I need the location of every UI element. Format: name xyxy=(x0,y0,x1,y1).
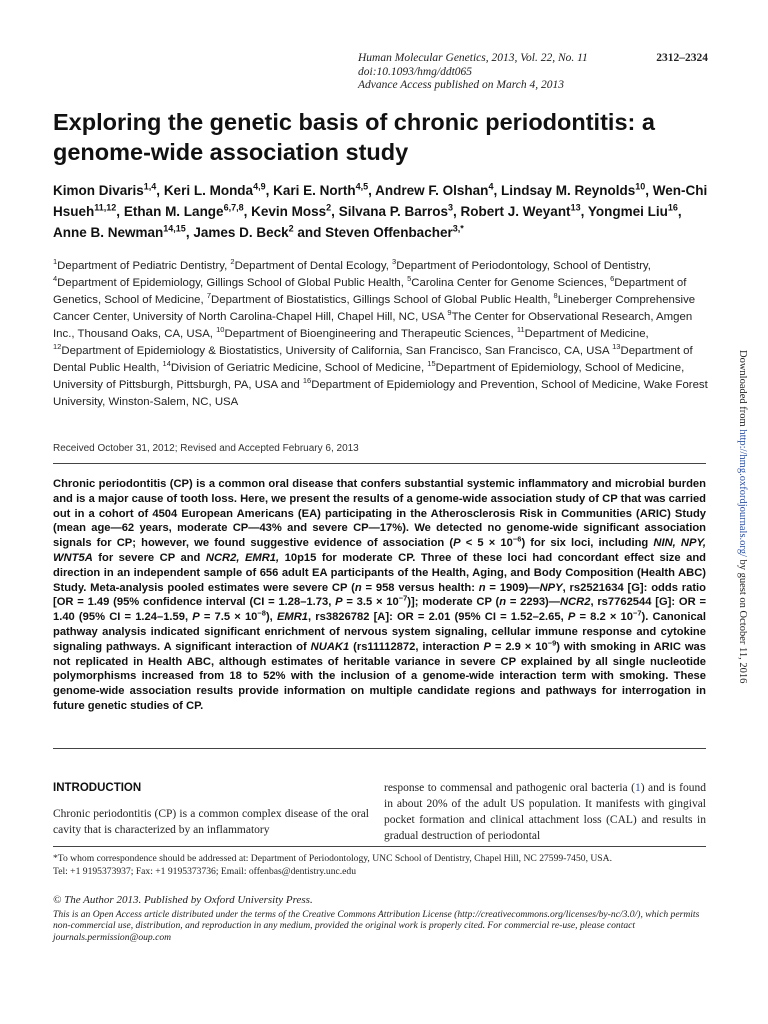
author-name: Ethan M. Lange xyxy=(123,204,224,219)
affiliation-number: 16 xyxy=(302,376,312,386)
affiliation-number: 9 xyxy=(447,308,452,318)
abstract-run: (rs11112872, interaction xyxy=(349,640,484,653)
abstract-run: NUAK1 xyxy=(310,640,350,653)
affiliation-number: 8 xyxy=(553,291,558,301)
author-affiliation-marker: 14,15 xyxy=(163,223,186,234)
affiliation-text: Division of Geriatric Medicine, School of Medicine, xyxy=(170,362,428,374)
affiliation-text: Lineberger Comprehensive Cancer Center, University of North Carolina-Chapel Hill, Chapel Hill, NC, USA xyxy=(53,294,696,323)
affiliation-number: 13 xyxy=(612,342,621,352)
sidebar-suffix: by guest on October 11, 2016 xyxy=(737,556,748,684)
abstract-run: NIN, NPY, WNT5A xyxy=(53,537,706,564)
article-title: Exploring the genetic basis of chronic periodontitis: a genome-wide association study xyxy=(53,109,655,165)
affiliations xyxy=(53,258,708,411)
author-name: Keri L. Monda xyxy=(163,183,254,198)
author-affiliation-marker: 16 xyxy=(667,202,678,213)
correspondence-footnote xyxy=(53,853,708,878)
abstract-run: 10p15 for moderate CP. Three of these loci had concordant effect size and direction in an independent sample of 656 adult EA participants of the Health, Aging, and Body Composition (Health ABC) Study. Meta-analysis pooled estimates were severe CP ( xyxy=(53,551,706,594)
abstract-run: −7 xyxy=(398,593,408,603)
page-range: 2312–2324 xyxy=(656,52,708,64)
author-name: Yongmei Liu xyxy=(587,204,668,219)
abstract-run: −7 xyxy=(632,608,642,618)
affiliation-text: Department of Epidemiology and Prevention, School of Medicine, Wake Forest University, Winston-Salem, NC, USA xyxy=(53,379,708,408)
abstract-run: P xyxy=(567,611,576,624)
author-name: Lindsay M. Reynolds xyxy=(500,183,636,198)
abstract-run: −8 xyxy=(257,608,266,618)
affiliation-text: Department of Pediatric Dentistry, xyxy=(57,260,231,272)
author-affiliation-marker: 1,4 xyxy=(143,181,157,192)
affiliation-text: Department of Dental Ecology, xyxy=(234,260,393,272)
author-affiliation-marker: 10 xyxy=(635,181,646,192)
affiliation-text: Department of Epidemiology, Gillings School of Global Public Health, xyxy=(57,277,408,289)
citation-link[interactable]: 1 xyxy=(634,782,641,794)
abstract-run: ). Canonical pathway analysis indicated significant enrichment of nervous system signaling, cellular immune response and cytokine signaling pathways. A significant interaction of xyxy=(53,611,706,653)
abstract-run: = 7.5 × 10 xyxy=(199,611,258,624)
abstract-run: = 2.9 × 10 xyxy=(490,640,548,653)
correspondence-contact: Tel: +1 9195373937; Fax: +1 9195373736; Email: offenbas@dentistry.unc.edu xyxy=(53,865,357,877)
abstract-run: ) for six loci, including xyxy=(521,537,654,550)
intro-right-column xyxy=(384,780,706,844)
abstract-bottom-rule xyxy=(53,748,706,749)
affiliation-text: Department of Periodontology, School of Dentistry, xyxy=(396,260,651,272)
journal-citation: Human Molecular Genetics, 2013, Vol. 22, No. 11 xyxy=(358,52,588,64)
author-name: Silvana P. Barros xyxy=(338,204,448,219)
abstract-run: n xyxy=(499,596,507,609)
author-list: Kimon Divaris$^{1,4}$, Keri L. Monda$^{4,9}$, Kari E. North$^{4,5}$, Andrew F. Olshan$^4$, Lindsay M. Reynolds$^{10}$, Wen-Chi Hsueh$^{11,12}$, Ethan M. Lange$^{6,7,8}$, Kevin Moss$^2$, Silvana P. Barros$^3$, Robert J. Weyant$^{13}$, Yongmei Liu$^{16}$, Anne B. Newman$^{14,15}$, James D. Beck$^2$ and Steven Offenbacher$^{3,*}$ xyxy=(53,181,708,240)
affiliation-number: 6 xyxy=(610,274,615,284)
abstract-run: = 3.5 × 10 xyxy=(342,596,399,609)
affiliation-text: Department of Biostatistics, Gillings School of Global Public Health, xyxy=(211,294,554,306)
affiliation-number: 2 xyxy=(230,257,235,267)
license-text: This is an Open Access article distributed under the terms of the Creative Commons Attribution License (http://creativecommons.org/licenses/by-nc/3.0/), which permits non-commercial use, distribution, and reproduction in any medium, provided the original work is properly cited. For commercial re-use, please contact journals.permission@oup.com xyxy=(53,908,700,943)
abstract-run: , rs3826782 [A]: OR = 2.01 (95% CI = 1.52–2.65, xyxy=(308,611,568,624)
affiliation-number: 4 xyxy=(53,274,58,284)
sidebar-link[interactable]: http://hmg.oxfordjournals.org/ xyxy=(737,429,748,557)
intro-paragraph-left: Chronic periodontitis (CP) is a common complex disease of the oral cavity that is characterized by an inflammatory xyxy=(53,808,369,836)
author-affiliation-marker: 3 xyxy=(448,202,454,213)
journal-header xyxy=(358,52,708,93)
abstract-run: ), xyxy=(265,611,277,624)
abstract-run: = 2293)— xyxy=(506,596,560,609)
author-affiliation-marker: 4 xyxy=(488,181,494,192)
abstract-run: < 5 × 10 xyxy=(460,537,513,550)
download-sidebar xyxy=(738,350,758,690)
author-name: Andrew F. Olshan xyxy=(375,183,489,198)
section-heading-introduction: INTRODUCTION xyxy=(53,782,142,794)
abstract xyxy=(53,477,706,714)
abstract-run: n xyxy=(478,581,486,594)
author-name: Wen-Chi Hsueh xyxy=(53,183,708,219)
affiliation-number: 11 xyxy=(516,325,525,335)
affiliation-text: Department of Bioengineering and Therapeutic Sciences, xyxy=(224,328,517,340)
intro-left-column xyxy=(53,780,369,838)
doi: doi:10.1093/hmg/ddt065 xyxy=(358,65,473,78)
abstract-run: = 1909)— xyxy=(485,581,540,594)
received-dates: Received October 31, 2012; Revised and Accepted February 6, 2013 xyxy=(53,443,359,454)
correspondence-address: *To whom correspondence should be addressed at: Department of Periodontology, UNC School of Dentistry, Chapel Hill, NC 27599-7450, USA. xyxy=(53,853,612,864)
footnote-rule xyxy=(53,846,706,847)
abstract-run: for severe CP and xyxy=(92,551,206,564)
sidebar-prefix: Downloaded from xyxy=(737,350,748,430)
affiliation-number: 15 xyxy=(427,359,436,369)
abstract-run: , rs7762544 [G]: OR = 1.40 (95% CI = 1.24–1.59, xyxy=(53,596,706,624)
intro-right-text-1: response to commensal and pathogenic oral bacteria ( xyxy=(384,782,635,794)
abstract-top-rule xyxy=(53,463,706,464)
affiliation-number: 14 xyxy=(162,359,171,369)
abstract-run: )]; moderate CP ( xyxy=(407,596,500,609)
author-name: Robert J. Weyant xyxy=(460,204,571,219)
author-affiliation-marker: 6,7,8 xyxy=(223,202,244,213)
affiliation-number: 1 xyxy=(53,257,58,267)
abstract-run: −9 xyxy=(547,638,557,648)
affiliation-text: Department of Epidemiology, School of Medicine, University of Pittsburgh, Pittsburgh, PA, USA and xyxy=(53,362,685,391)
affiliation-text: Department of Genetics, School of Medicine, xyxy=(53,277,687,306)
affiliation-number: 5 xyxy=(407,274,412,284)
abstract-run: n xyxy=(354,581,362,594)
affiliation-text: The Center for Observational Research, Amgen Inc., Thousand Oaks, CA, USA, xyxy=(53,311,693,340)
author-affiliation-marker: 11,12 xyxy=(94,202,117,213)
affiliation-number: 3 xyxy=(392,257,397,267)
abstract-run: Chronic periodontitis (CP) is a common oral disease that confers substantial systemic inflammatory and microbial burden and is a major cause of tooth loss. Here, we present the results of a genome-wide association study of CP that was carried out in a cohort of 4504 European Americans (EA) participating in the Atherosclerosis Risk in Communities (ARIC) Study (mean age—62 years, moderate CP—43% and severe CP—17%). We detected no genome-wide significant association signals for CP; however, we found suggestive evidence of association ( xyxy=(53,478,706,550)
abstract-run: NPY xyxy=(539,581,563,594)
author-affiliation-marker: 3,* xyxy=(452,223,464,234)
author-name: Kimon Divaris xyxy=(53,183,144,198)
affiliation-text: Department of Medicine, xyxy=(524,328,649,340)
affiliation-number: 12 xyxy=(53,342,62,352)
abstract-run: NCR2 xyxy=(559,596,591,609)
affiliation-number: 10 xyxy=(216,325,225,335)
author-name: Kevin Moss xyxy=(251,204,327,219)
abstract-run: EMR1 xyxy=(276,611,309,624)
license-block xyxy=(53,895,708,943)
author-affiliation-marker: 13 xyxy=(570,202,581,213)
author-name: Kari E. North xyxy=(273,183,356,198)
abstract-run: P xyxy=(335,596,343,609)
author-name: James D. Beck xyxy=(193,225,289,240)
abstract-run: = 958 versus health: xyxy=(361,581,479,594)
copyright-line: © The Author 2013. Published by Oxford University Press. xyxy=(53,894,313,906)
affiliation-number: 7 xyxy=(206,291,212,301)
abstract-run: = 8.2 × 10 xyxy=(575,611,633,624)
abstract-run: P xyxy=(483,640,491,653)
abstract-run: ) with smoking in ARIC was not replicated in Health ABC, although estimates of heritable variance in severe CP explained by all single nucleotide polymorphisms increased from 18 to 52% with the inclusion of a genome-wide interaction term with smoking. These genome-wide association results provide information on multiple candidate regions and pathways for interrogation in future genetic studies of CP. xyxy=(53,640,706,712)
affiliation-text: Department of Epidemiology & Biostatistics, University of California, San Francisco, San Francisco, CA, USA xyxy=(61,345,613,357)
author-affiliation-marker: 4,5 xyxy=(355,181,369,192)
affiliation-text: Department of Dental Public Health, xyxy=(53,345,693,374)
author-name: Anne B. Newman xyxy=(53,225,164,240)
affiliation-text: Carolina Center for Genome Sciences, xyxy=(411,277,611,289)
abstract-run: , rs2521634 [G]: odds ratio [OR = 1.49 (95% confidence interval (CI = 1.28–1.73, xyxy=(53,581,706,609)
author-name: Steven Offenbacher xyxy=(325,225,453,240)
abstract-run: P xyxy=(192,611,200,624)
intro-paragraph-right xyxy=(384,780,706,844)
author-affiliation-marker: 2 xyxy=(326,202,332,213)
abstract-run: P xyxy=(453,537,461,550)
author-affiliation-marker: 4,9 xyxy=(253,181,266,192)
author-affiliation-marker: 2 xyxy=(288,223,294,234)
abstract-run: −6 xyxy=(512,534,522,544)
advance-access-date: Advance Access published on March 4, 2013 xyxy=(358,79,564,91)
intro-right-text-2: ) and is found in about 20% of the adult US population. It manifests with gingival pocket formation and clinical attachment loss (CAL) and results in gradual destruction of periodontal xyxy=(384,782,706,842)
abstract-run: NCR2, EMR1, xyxy=(205,551,280,564)
